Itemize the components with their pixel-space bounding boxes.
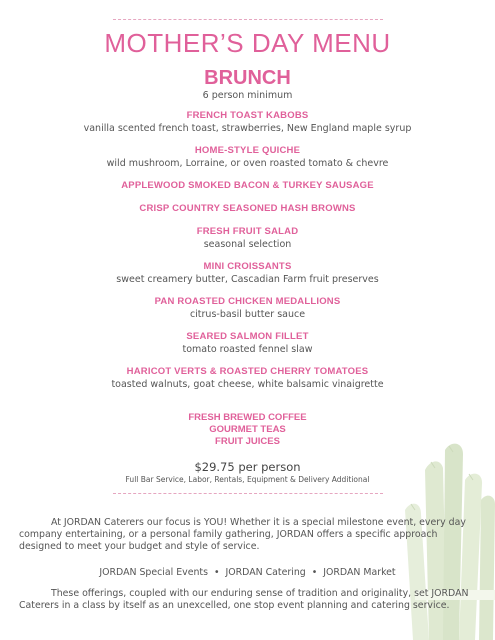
menu-item bbox=[0, 180, 495, 192]
menu-item-desc: sweet creamery butter, Cascadian Farm fruit preserves bbox=[116, 274, 379, 285]
menu-item-name: HARICOT VERTS & ROASTED CHERRY TOMATOES bbox=[126, 366, 369, 377]
menu-item-desc: toasted walnuts, goat cheese, white balsamic vinaigrette bbox=[111, 379, 384, 390]
menu-item bbox=[0, 261, 495, 286]
section-title: BRUNCH bbox=[204, 67, 291, 89]
menu-item-name: FRESH FRUIT SALAD bbox=[196, 226, 299, 237]
menu-item-name: FRENCH TOAST KABOBS bbox=[186, 110, 309, 121]
menu-item bbox=[0, 296, 495, 321]
separator: • bbox=[213, 567, 220, 578]
menu-item bbox=[0, 145, 495, 170]
menu-item-name: PAN ROASTED CHICKEN MEDALLIONS bbox=[154, 296, 341, 307]
menu-item-name: CRISP COUNTRY SEASONED HASH BROWNS bbox=[139, 203, 356, 214]
menu-item bbox=[0, 366, 495, 391]
menu-item bbox=[0, 226, 495, 251]
menu-item-desc: seasonal selection bbox=[203, 239, 292, 250]
beverage-item: GOURMET TEAS bbox=[209, 424, 286, 435]
menu-item-name: APPLEWOOD SMOKED BACON & TURKEY SAUSAGE bbox=[121, 180, 374, 191]
beverage-item: FRESH BREWED COFFEE bbox=[188, 412, 307, 423]
menu-item-desc: wild mushroom, Lorraine, or oven roasted tomato & chevre bbox=[106, 158, 389, 169]
menu-item-desc: citrus-basil butter sauce bbox=[189, 309, 306, 320]
menu-item-desc: vanilla scented french toast, strawberries, New England maple syrup bbox=[83, 123, 412, 134]
beverage-item: FRUIT JUICES bbox=[215, 436, 280, 447]
service-special-events: JORDAN Special Events bbox=[99, 567, 208, 578]
page-title: MOTHER’S DAY MENU bbox=[104, 28, 391, 58]
intro-paragraph: At JORDAN Caterers our focus is YOU! Whether it is a special milestone event, every day company entertaining, or a personal family gathering, JORDAN offers a specific approach designed to meet your budget and style of service. bbox=[19, 517, 466, 552]
service-market: JORDAN Market bbox=[323, 567, 396, 578]
section-subtitle: 6 person minimum bbox=[202, 90, 293, 101]
menu-item bbox=[0, 110, 495, 135]
menu-item-name: SEARED SALMON FILLET bbox=[186, 331, 309, 342]
menu-item-desc: tomato roasted fennel slaw bbox=[182, 344, 313, 355]
top-divider bbox=[113, 19, 383, 20]
menu-item-name: HOME-STYLE QUICHE bbox=[194, 145, 301, 156]
price-note: Full Bar Service, Labor, Rentals, Equipment & Delivery Additional bbox=[125, 475, 370, 484]
menu-item bbox=[0, 331, 495, 356]
menu-item-name: MINI CROISSANTS bbox=[203, 261, 292, 272]
service-catering: JORDAN Catering bbox=[225, 567, 306, 578]
bottom-divider bbox=[113, 493, 383, 494]
menu-item bbox=[0, 203, 495, 215]
closing-paragraph: These offerings, coupled with our enduring sense of tradition and originality, set JORDAN Caterers in a class by itself as an unexcelled, one stop event planning and catering service. bbox=[19, 588, 469, 611]
separator: • bbox=[311, 567, 318, 578]
price: $29.75 per person bbox=[194, 460, 301, 474]
services-line bbox=[0, 567, 495, 579]
